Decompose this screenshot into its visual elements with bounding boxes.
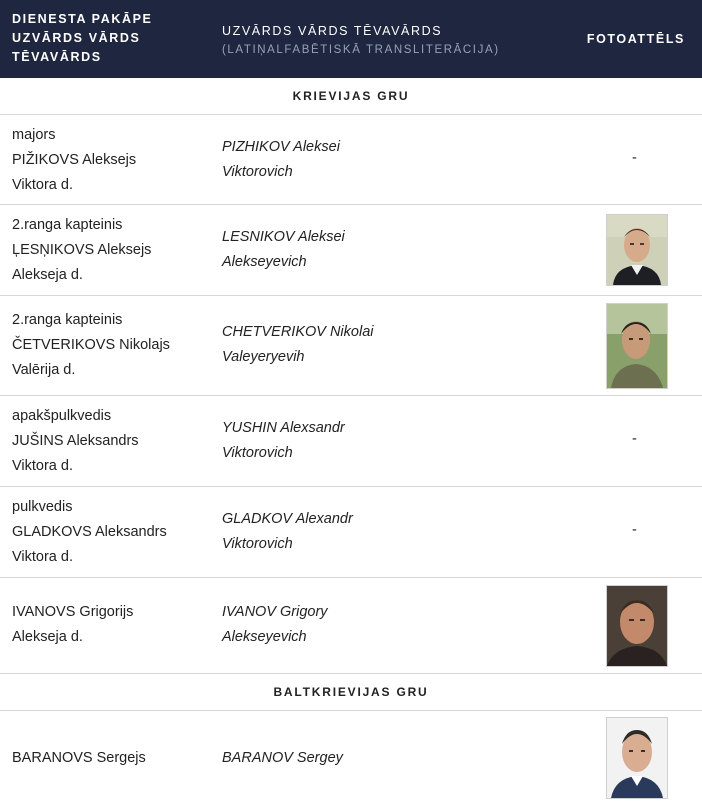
- transliteration-cell: [222, 320, 552, 370]
- translit-line2: Viktorovich: [222, 164, 293, 180]
- transliteration-cell: [222, 135, 552, 185]
- translit-line1: PIZHIKOV Aleksei: [222, 139, 340, 155]
- rank-name-cell: [12, 123, 207, 198]
- name-text: PIŽIKOVS Aleksejs: [12, 152, 137, 168]
- translit-line1: YUSHIN Alexsandr: [222, 420, 345, 436]
- person-photo: [606, 717, 668, 799]
- rank-name-cell: [12, 213, 207, 288]
- rank-name-cell: [12, 495, 207, 570]
- rank-name-cell: [12, 600, 207, 650]
- transliteration-cell: [222, 746, 552, 771]
- patronymic-text: Alekseja d.: [12, 629, 83, 645]
- rank-text: 2.ranga kapteinis: [12, 217, 123, 233]
- patronymic-text: Viktora d.: [12, 549, 73, 565]
- name-text: JUŠINS Aleksandrs: [12, 433, 139, 449]
- rank-name-cell: [12, 308, 207, 383]
- header-col2-subtitle: (LATIŅALFABĒTISKĀ TRANSLITERĀCIJA): [222, 44, 500, 56]
- no-photo-dash: -: [632, 431, 637, 447]
- translit-line1: LESNIKOV Aleksei: [222, 229, 345, 245]
- table-row: [0, 296, 702, 396]
- patronymic-text: Viktora d.: [12, 458, 73, 474]
- header-rank-name-column: [12, 10, 202, 67]
- rank-text: majors: [12, 127, 56, 143]
- header-col1-line1: DIENESTA PAKĀPE: [12, 12, 153, 26]
- transliteration-cell: [222, 416, 552, 466]
- section-header-belarus-gru: BALTKRIEVIJAS GRU: [0, 674, 702, 711]
- name-text: BARANOVS Sergejs: [12, 750, 146, 766]
- rank-name-cell: [12, 404, 207, 479]
- table-row: [0, 396, 702, 487]
- person-photo: [606, 303, 668, 389]
- table-header: [0, 0, 702, 78]
- no-photo-dash: -: [632, 150, 637, 166]
- table-row: [0, 711, 702, 804]
- header-col2-title: UZVĀRDS VĀRDS TĒVAVĀRDS: [222, 24, 443, 38]
- name-text: ČETVERIKOVS Nikolajs: [12, 337, 170, 353]
- section-header-russian-gru: KRIEVIJAS GRU: [0, 78, 702, 115]
- translit-line2: Viktorovich: [222, 445, 293, 461]
- translit-line1: CHETVERIKOV Nikolai: [222, 324, 374, 340]
- translit-line1: GLADKOV Alexandr: [222, 511, 353, 527]
- no-photo-dash: -: [632, 522, 637, 538]
- rank-text: pulkvedis: [12, 499, 73, 515]
- header-photo-column: FOTOATTĒLS: [586, 32, 685, 46]
- table-row: [0, 115, 702, 205]
- translit-line2: Alekseyevich: [222, 629, 307, 645]
- header-col1-line3: TĒVAVĀRDS: [12, 50, 102, 64]
- translit-line1: IVANOV Grigory: [222, 604, 328, 620]
- rank-name-cell: [12, 746, 207, 771]
- table-row: [0, 487, 702, 578]
- table-row: [0, 205, 702, 296]
- patronymic-text: Alekseja d.: [12, 267, 83, 283]
- transliteration-cell: [222, 507, 552, 557]
- patronymic-text: Viktora d.: [12, 177, 73, 193]
- transliteration-cell: [222, 225, 552, 275]
- rank-text: apakšpulkvedis: [12, 408, 112, 424]
- translit-line2: Alekseyevich: [222, 254, 307, 270]
- person-photo: [606, 585, 668, 667]
- header-transliteration-column: [222, 22, 552, 60]
- table-row: [0, 578, 702, 674]
- translit-line2: Valeyeryevih: [222, 349, 305, 365]
- rank-text: 2.ranga kapteinis: [12, 312, 123, 328]
- translit-line2: Viktorovich: [222, 536, 293, 552]
- name-text: GLADKOVS Aleksandrs: [12, 524, 167, 540]
- translit-line1: BARANOV Sergey: [222, 750, 343, 766]
- header-col1-line2: UZVĀRDS VĀRDS: [12, 31, 141, 45]
- patronymic-text: Valērija d.: [12, 362, 76, 378]
- name-text: ĻESŅIKOVS Aleksejs: [12, 242, 152, 258]
- transliteration-cell: [222, 600, 552, 650]
- name-text: IVANOVS Grigorijs: [12, 604, 134, 620]
- person-photo: [606, 214, 668, 286]
